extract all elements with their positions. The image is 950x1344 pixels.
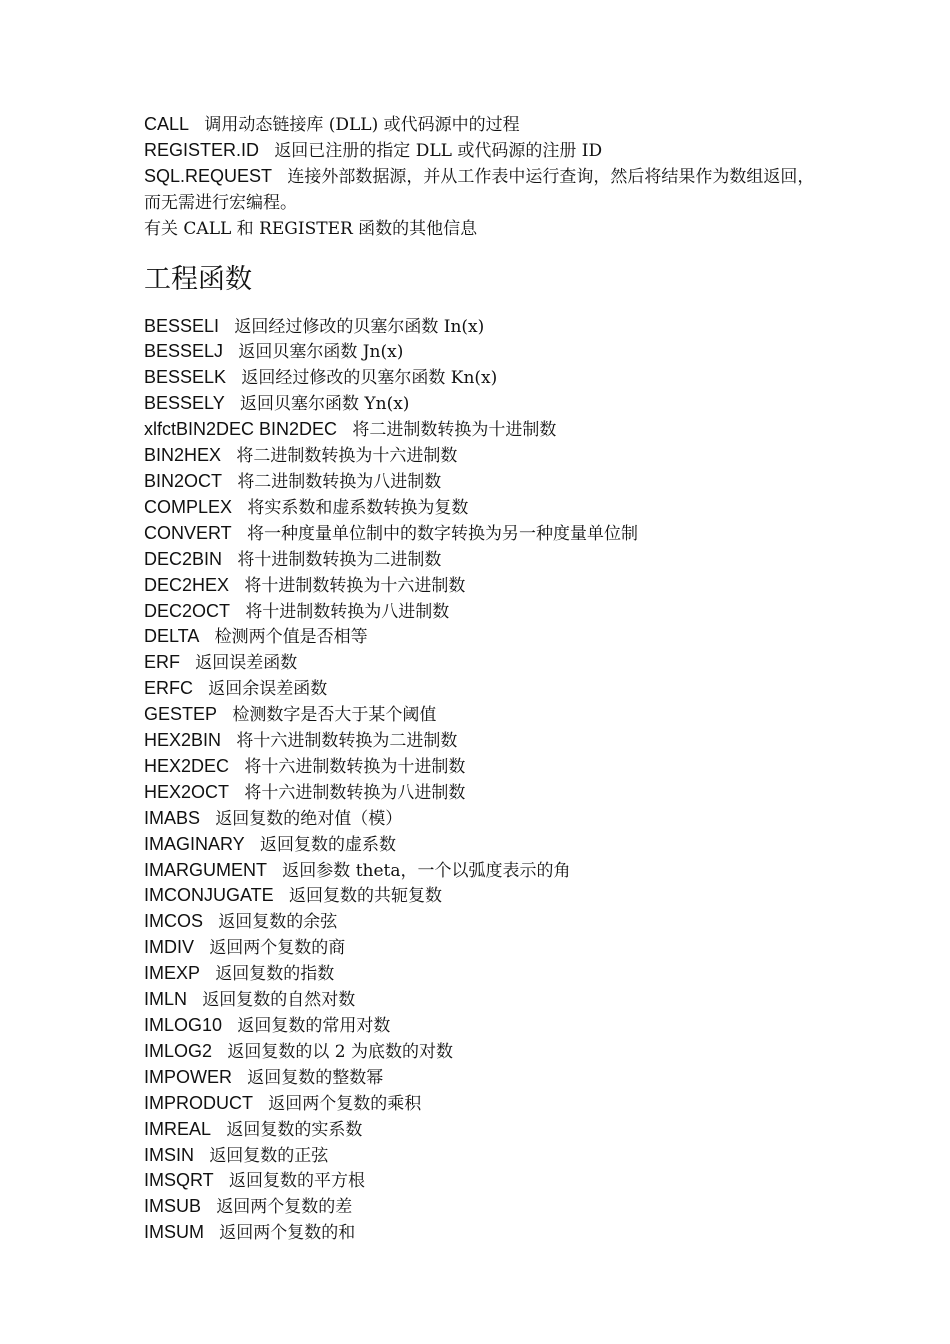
function-name: REGISTER.ID bbox=[144, 139, 260, 160]
more-info-text bbox=[144, 216, 824, 242]
list-item bbox=[144, 495, 824, 521]
function-name: IMDIV bbox=[144, 937, 195, 958]
function-description: 将一种度量单位制中的数字转换为另一种度量单位制 bbox=[246, 523, 638, 544]
function-name: HEX2OCT bbox=[144, 781, 230, 802]
function-description: 将十进制数转换为八进制数 bbox=[245, 601, 450, 622]
list-item bbox=[144, 702, 824, 728]
list-item bbox=[144, 858, 824, 884]
function-description: 调用动态链接库 (DLL) 或代码源中的过程 bbox=[204, 115, 520, 135]
list-item bbox=[144, 935, 824, 961]
list-item bbox=[144, 339, 824, 365]
list-item bbox=[144, 365, 824, 391]
list-item bbox=[144, 1039, 824, 1065]
function-name: IMAGINARY bbox=[144, 833, 245, 854]
list-item bbox=[144, 417, 824, 443]
function-description: 返回误差函数 bbox=[195, 653, 298, 674]
function-description: 将二进制数转换为八进制数 bbox=[237, 471, 442, 492]
function-name: BIN2OCT bbox=[144, 470, 223, 491]
function-description: 返回已注册的指定 DLL 或代码源的注册 ID bbox=[274, 140, 603, 161]
function-name: BESSELJ bbox=[144, 341, 224, 362]
function-description: 返回复数的以 2 为底数的对数 bbox=[227, 1041, 453, 1062]
list-item bbox=[144, 987, 824, 1013]
function-description: 返回复数的正弦 bbox=[209, 1145, 329, 1166]
list-item bbox=[144, 443, 824, 469]
function-description: 检测数字是否大于某个阈值 bbox=[232, 705, 437, 726]
intro-function-list bbox=[144, 112, 824, 242]
function-name: BIN2HEX bbox=[144, 445, 222, 466]
function-name: ERF bbox=[144, 652, 180, 673]
list-item bbox=[144, 650, 824, 676]
function-description: 返回贝塞尔函数 Yn(x) bbox=[240, 394, 410, 415]
function-name: HEX2DEC bbox=[144, 755, 230, 776]
function-description: 返回两个复数的商 bbox=[209, 938, 346, 959]
function-description: 返回复数的常用对数 bbox=[237, 1016, 391, 1036]
function-name: SQL.REQUEST bbox=[144, 165, 273, 186]
function-description: 返回复数的余弦 bbox=[218, 912, 338, 933]
function-description: 返回余误差函数 bbox=[208, 679, 328, 700]
function-name: IMCOS bbox=[144, 911, 204, 932]
function-name: BESSELY bbox=[144, 393, 225, 414]
function-name: DEC2HEX bbox=[144, 574, 230, 595]
function-description: 返回复数的平方根 bbox=[228, 1171, 365, 1192]
list-item bbox=[144, 112, 824, 138]
function-description: 返回复数的虚系数 bbox=[259, 834, 396, 855]
list-item bbox=[144, 1168, 824, 1194]
function-description: 将十进制数转换为十六进制数 bbox=[244, 575, 466, 596]
function-name: IMLOG10 bbox=[144, 1015, 223, 1035]
function-description: 连接外部数据源，并从工作表中运行查询，然后将结果作为数组返回，而无需进行宏编程。 bbox=[144, 166, 815, 213]
function-name: IMSUM bbox=[144, 1222, 204, 1243]
list-item bbox=[144, 624, 824, 650]
list-item bbox=[144, 754, 824, 780]
function-description: 返回复数的自然对数 bbox=[202, 990, 356, 1011]
function-description: 将十六进制数转换为十进制数 bbox=[244, 756, 466, 777]
function-name: IMPOWER bbox=[144, 1066, 232, 1087]
function-description: 将二进制数转换为十进制数 bbox=[352, 420, 557, 441]
function-description: 将十六进制数转换为八进制数 bbox=[244, 782, 466, 803]
function-name: IMABS bbox=[144, 807, 201, 828]
list-item bbox=[144, 314, 824, 340]
list-item bbox=[144, 1220, 824, 1246]
function-description: 返回经过修改的贝塞尔函数 In(x) bbox=[234, 316, 485, 337]
function-description: 返回参数 theta，一个以弧度表示的角 bbox=[282, 860, 571, 881]
list-item bbox=[144, 806, 824, 832]
function-description: 将二进制数转换为十六进制数 bbox=[236, 446, 458, 467]
function-description: 返回复数的整数幂 bbox=[247, 1067, 384, 1088]
list-item bbox=[144, 521, 824, 547]
function-name: CALL bbox=[144, 114, 190, 134]
function-name: IMPRODUCT bbox=[144, 1092, 253, 1113]
function-description: 返回复数的实系数 bbox=[226, 1119, 363, 1140]
function-name: IMSUB bbox=[144, 1196, 202, 1217]
list-item bbox=[144, 573, 824, 599]
function-description: 返回两个复数的差 bbox=[216, 1197, 353, 1218]
function-description: 返回复数的指数 bbox=[215, 964, 335, 985]
function-name: DELTA bbox=[144, 626, 200, 647]
function-name: BESSELI bbox=[144, 315, 220, 336]
function-name: HEX2BIN bbox=[144, 730, 222, 751]
document-page bbox=[144, 112, 824, 1246]
list-item bbox=[144, 1194, 824, 1220]
function-name: CONVERT bbox=[144, 522, 232, 543]
list-item bbox=[144, 164, 824, 216]
function-name: COMPLEX bbox=[144, 496, 233, 517]
function-name: IMEXP bbox=[144, 963, 201, 984]
function-name: IMARGUMENT bbox=[144, 859, 267, 880]
list-item bbox=[144, 1117, 824, 1143]
function-name: IMLN bbox=[144, 989, 188, 1010]
function-description: 返回两个复数的乘积 bbox=[268, 1093, 422, 1114]
function-name: GESTEP bbox=[144, 704, 218, 725]
function-description: 返回复数的共轭复数 bbox=[288, 886, 442, 907]
function-name: DEC2OCT bbox=[144, 600, 231, 621]
function-name: xlfctBIN2DEC BIN2DEC bbox=[144, 419, 338, 440]
list-item bbox=[144, 547, 824, 573]
list-item bbox=[144, 391, 824, 417]
list-item bbox=[144, 883, 824, 909]
list-item bbox=[144, 832, 824, 858]
list-item bbox=[144, 1013, 824, 1039]
function-description: 返回贝塞尔函数 Jn(x) bbox=[238, 342, 404, 363]
engineering-function-list bbox=[144, 314, 824, 1247]
function-name: DEC2BIN bbox=[144, 548, 223, 569]
list-item bbox=[144, 961, 824, 987]
list-item bbox=[144, 599, 824, 625]
function-name: IMSQRT bbox=[144, 1170, 214, 1191]
function-name: ERFC bbox=[144, 678, 193, 699]
list-item bbox=[144, 780, 824, 806]
list-item bbox=[144, 909, 824, 935]
function-description: 将十六进制数转换为二进制数 bbox=[236, 731, 458, 752]
more-info-label: 有关 CALL 和 REGISTER 函数的其他信息 bbox=[144, 218, 478, 239]
function-name: IMSIN bbox=[144, 1144, 195, 1165]
section-title: 工程函数 bbox=[144, 263, 252, 295]
list-item bbox=[144, 1065, 824, 1091]
function-description: 将十进制数转换为二进制数 bbox=[237, 549, 442, 570]
list-item bbox=[144, 1091, 824, 1117]
list-item bbox=[144, 728, 824, 754]
function-name: IMCONJUGATE bbox=[144, 885, 274, 906]
function-description: 检测两个值是否相等 bbox=[214, 627, 368, 648]
function-description: 返回复数的绝对值（模） bbox=[215, 808, 403, 829]
function-name: BESSELK bbox=[144, 367, 227, 388]
function-name: IMLOG2 bbox=[144, 1040, 213, 1061]
list-item bbox=[144, 469, 824, 495]
list-item bbox=[144, 676, 824, 702]
function-description: 返回经过修改的贝塞尔函数 Kn(x) bbox=[241, 368, 498, 389]
function-description: 返回两个复数的和 bbox=[219, 1223, 356, 1244]
list-item bbox=[144, 1143, 824, 1169]
list-item bbox=[144, 138, 824, 164]
function-description: 将实系数和虚系数转换为复数 bbox=[247, 497, 469, 518]
function-name: IMREAL bbox=[144, 1118, 212, 1139]
